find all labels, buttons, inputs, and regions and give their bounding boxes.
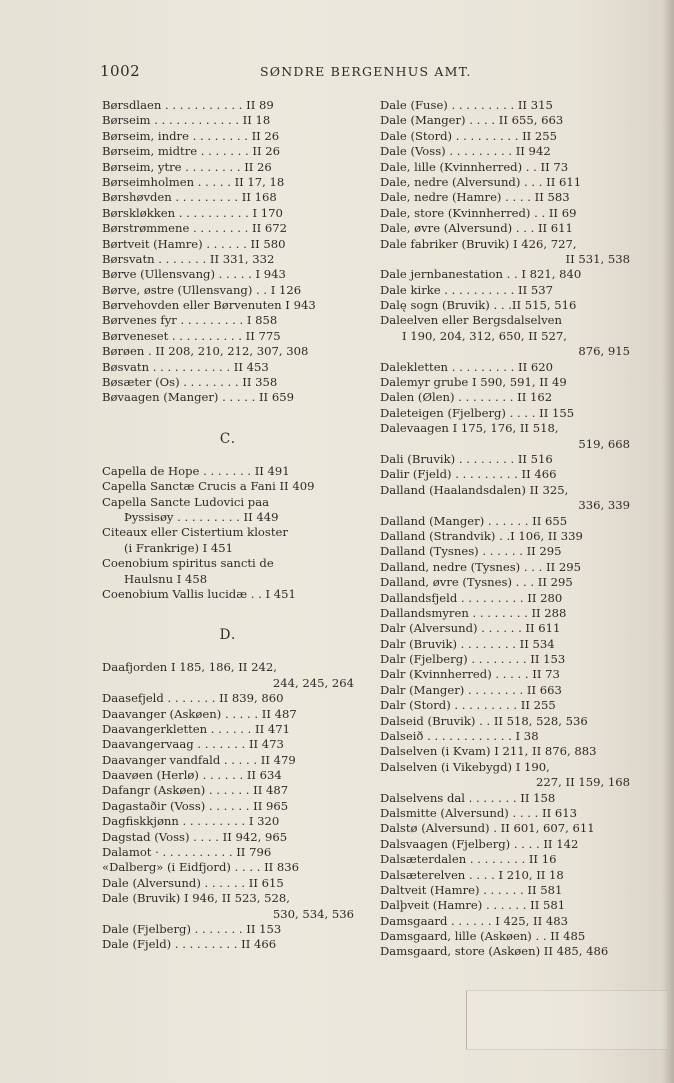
index-entry: Dale fabriker (Bruvik) I 426, 727, — [380, 236, 577, 251]
page-number: 1002 — [100, 62, 141, 80]
index-entry: 244, 245, 264 — [272, 675, 354, 690]
page-header — [100, 62, 620, 82]
index-entry: Bøvaagen (Manger) . . . . . II 659 — [102, 390, 294, 405]
index-entry: Dale (Alversund) . . . . . . II 615 — [102, 875, 284, 890]
index-entry: Daasefjeld . . . . . . . II 839, 860 — [102, 691, 284, 706]
index-entry: Damsgaard, lille (Askøen) . . II 485 — [380, 929, 586, 944]
index-entry: Børve (Ullensvang) . . . . . I 943 — [102, 267, 286, 282]
index-entry: Dalir (Fjeld) . . . . . . . . . II 466 — [380, 467, 557, 482]
index-entry: Dalseið . . . . . . . . . . . . I 38 — [380, 729, 539, 744]
index-entry: Dallandsmyren . . . . . . . . II 288 — [380, 605, 567, 620]
index-entry: Daavanger (Askøen) . . . . . II 487 — [102, 706, 297, 721]
index-entry: Dagstad (Voss) . . . . II 942, 965 — [102, 829, 288, 844]
index-entry: Dale (Fjeld) . . . . . . . . . II 466 — [102, 937, 277, 952]
page-edge-shadow — [662, 0, 674, 1083]
index-entry: Børtveit (Hamre) . . . . . . II 580 — [102, 236, 286, 251]
index-entry: Dale, store (Kvinnherred) . . II 69 — [380, 205, 577, 220]
index-entry: Dale, øvre (Alversund) . . . II 611 — [380, 221, 573, 236]
index-column-right — [380, 98, 630, 960]
index-entry: Børsdlaen . . . . . . . . . . . II 89 — [102, 98, 274, 112]
index-entry: Dale, lille (Kvinnherred) . . II 73 — [380, 159, 569, 174]
index-entry: Daavanger vandfald . . . . . II 479 — [102, 752, 296, 767]
index-entry: Dalland, øvre (Tysnes) . . . II 295 — [380, 575, 573, 590]
index-entry: Dalland (Tysnes) . . . . . . II 295 — [380, 544, 562, 559]
index-entry: Dale (Fuse) . . . . . . . . . II 315 — [380, 98, 553, 112]
index-entry: Børve, østre (Ullensvang) . . I 126 — [102, 282, 302, 297]
index-entry: Dale (Stord) . . . . . . . . . II 255 — [380, 128, 558, 143]
index-entry: «Dalberg» (i Eidfjord) . . . . II 836 — [102, 860, 300, 875]
index-column-left — [102, 98, 354, 953]
index-entry: Dalr (Fjelberg) . . . . . . . . II 153 — [380, 652, 566, 667]
index-entry: Dalland, nedre (Tysnes) . . . II 295 — [380, 559, 581, 574]
index-entry: Børseim, midtre . . . . . . . II 26 — [102, 144, 280, 159]
index-entry: 876, 915 — [578, 344, 630, 359]
index-entry: Dalamot · . . . . . . . . . . II 796 — [102, 845, 272, 860]
index-entry: Daltveit (Hamre) . . . . . . II 581 — [380, 882, 563, 897]
index-entry: Dale (Manger) . . . . II 655, 663 — [380, 113, 564, 128]
index-entry: Dalekletten . . . . . . . . . II 620 — [380, 359, 554, 374]
index-entry: Dalsmitte (Alversund) . . . . II 613 — [380, 805, 577, 820]
index-entry: Bøsæter (Os) . . . . . . . . II 358 — [102, 375, 278, 390]
index-entry: Dalselvens dal . . . . . . . II 158 — [380, 790, 556, 805]
index-entry: Dale, nedre (Alversund) . . . II 611 — [380, 174, 582, 189]
index-entry: Dagastaðir (Voss) . . . . . . II 965 — [102, 798, 289, 813]
index-entry: Daavangervaag . . . . . . . II 473 — [102, 737, 284, 752]
index-entry: Bøsvatn . . . . . . . . . . . II 453 — [102, 359, 269, 374]
index-entry: Capella Sancte Ludovici paa — [102, 494, 270, 509]
index-entry: Børveneset . . . . . . . . . . II 775 — [102, 328, 281, 343]
index-entry: Dale jernbanestation . . I 821, 840 — [380, 267, 582, 282]
index-entry: Haulsnu I 458 — [124, 571, 208, 586]
index-entry: Dali (Bruvik) . . . . . . . . II 516 — [380, 451, 553, 466]
index-entry: Daavøen (Herlø) . . . . . . II 634 — [102, 768, 282, 783]
index-entry: Dalen (Ølen) . . . . . . . . II 162 — [380, 390, 553, 405]
index-entry: Børsvatn . . . . . . . II 331, 332 — [102, 251, 275, 266]
index-entry: Dalr (Manger) . . . . . . . . II 663 — [380, 682, 562, 697]
index-entry: Dalr (Bruvik) . . . . . . . . II 534 — [380, 636, 555, 651]
index-entry: Dalstø (Alversund) . II 601, 607, 611 — [380, 821, 595, 836]
index-entry: Capella de Hope . . . . . . . II 491 — [102, 463, 290, 478]
index-entry: Børskløkken . . . . . . . . . . I 170 — [102, 205, 283, 220]
index-entry: (i Frankrige) I 451 — [124, 540, 234, 555]
index-entry: Dafangr (Askøen) . . . . . . II 487 — [102, 783, 289, 798]
index-entry: Dalę sogn (Bruvik) . . .II 515, 516 — [380, 298, 577, 313]
index-entry: Børvehovden eller Børvenuten I 943 — [102, 298, 316, 313]
index-entry: Børvenes fyr . . . . . . . . . I 858 — [102, 313, 278, 328]
index-entry: Þyssisøy . . . . . . . . . II 449 — [124, 509, 279, 524]
index-entry: 336, 339 — [578, 498, 630, 513]
index-entry: Dale, nedre (Hamre) . . . . II 583 — [380, 190, 570, 205]
section-heading: C. — [219, 430, 237, 447]
index-entry: Børseim . . . . . . . . . . . . II 18 — [102, 113, 271, 128]
index-entry: Dalevaagen I 175, 176, II 518, — [380, 421, 559, 436]
index-entry: 227, II 159, 168 — [536, 775, 630, 790]
index-entry: Dalseid (Bruvik) . . II 518, 528, 536 — [380, 713, 588, 728]
index-entry: 530, 534, 536 — [272, 906, 354, 921]
index-entry: Dalsæterdalen . . . . . . . . II 16 — [380, 852, 557, 867]
index-entry: Dale (Bruvik) I 946, II 523, 528, — [102, 891, 290, 906]
index-entry: Børseimholmen . . . . . II 17, 18 — [102, 174, 285, 189]
index-entry: Daleelven eller Bergsdalselven — [380, 313, 563, 328]
index-entry: Dale kirke . . . . . . . . . . II 537 — [380, 282, 553, 297]
index-entry: Dalselven (i Kvam) I 211, II 876, 883 — [380, 744, 597, 759]
index-entry: Damsgaard . . . . . . I 425, II 483 — [380, 913, 569, 928]
index-entry: Dalr (Kvinnherred) . . . . . II 73 — [380, 667, 560, 682]
index-entry: Børseim, ytre . . . . . . . . II 26 — [102, 159, 272, 174]
index-entry: Dagfiskkjønn . . . . . . . . . I 320 — [102, 814, 280, 829]
running-title: SØNDRE BERGENHUS AMT. — [260, 64, 472, 79]
index-entry: Børshøvden . . . . . . . . . II 168 — [102, 190, 277, 205]
index-entry: Dalland (Strandvik) . .I 106, II 339 — [380, 528, 583, 543]
index-entry: Dale (Fjelberg) . . . . . . . II 153 — [102, 921, 282, 936]
index-entry: II 531, 538 — [565, 251, 630, 266]
index-entry: Børøen . II 208, 210, 212, 307, 308 — [102, 344, 309, 359]
index-entry: Dalemyr grube I 590, 591, II 49 — [380, 375, 567, 390]
index-entry: Dalsvaagen (Fjelberg) . . . . II 142 — [380, 836, 579, 851]
section-heading: D. — [219, 627, 237, 644]
index-entry: Dalselven (i Vikebygd) I 190, — [380, 759, 550, 774]
index-entry: Coenobium Vallis lucidæ . . I 451 — [102, 586, 296, 601]
index-entry: Damsgaard, store (Askøen) II 485, 486 — [380, 944, 609, 959]
index-entry: I 190, 204, 312, 650, II 527, — [402, 328, 567, 343]
index-entry: Daafjorden I 185, 186, II 242, — [102, 660, 277, 675]
library-stamp-box — [466, 990, 667, 1050]
index-entry: Dalland (Haalandsdalen) II 325, — [380, 482, 569, 497]
index-entry: Dalland (Manger) . . . . . . II 655 — [380, 513, 568, 528]
index-entry: Dallandsfjeld . . . . . . . . . II 280 — [380, 590, 563, 605]
index-entry: Dale (Voss) . . . . . . . . . II 942 — [380, 144, 551, 159]
index-entry: Citeaux eller Cistertium kloster — [102, 525, 288, 540]
index-entry: Daavangerkletten . . . . . . II 471 — [102, 721, 290, 736]
index-entry: Capella Sanctæ Crucis a Fani II 409 — [102, 479, 315, 494]
index-entry: Coenobium spiritus sancti de — [102, 556, 274, 571]
index-entry: Dalþveit (Hamre) . . . . . . II 581 — [380, 898, 566, 913]
index-entry: Dalr (Alversund) . . . . . . II 611 — [380, 621, 561, 636]
index-entry: Dalr (Stord) . . . . . . . . . II 255 — [380, 698, 556, 713]
index-entry: Dalsæterelven . . . . I 210, II 18 — [380, 867, 564, 882]
index-entry: 519, 668 — [578, 436, 630, 451]
index-entry: Børstrømmene . . . . . . . . II 672 — [102, 221, 287, 236]
index-entry: Daleteigen (Fjelberg) . . . . II 155 — [380, 405, 575, 420]
index-entry: Børseim, indre . . . . . . . . II 26 — [102, 128, 280, 143]
